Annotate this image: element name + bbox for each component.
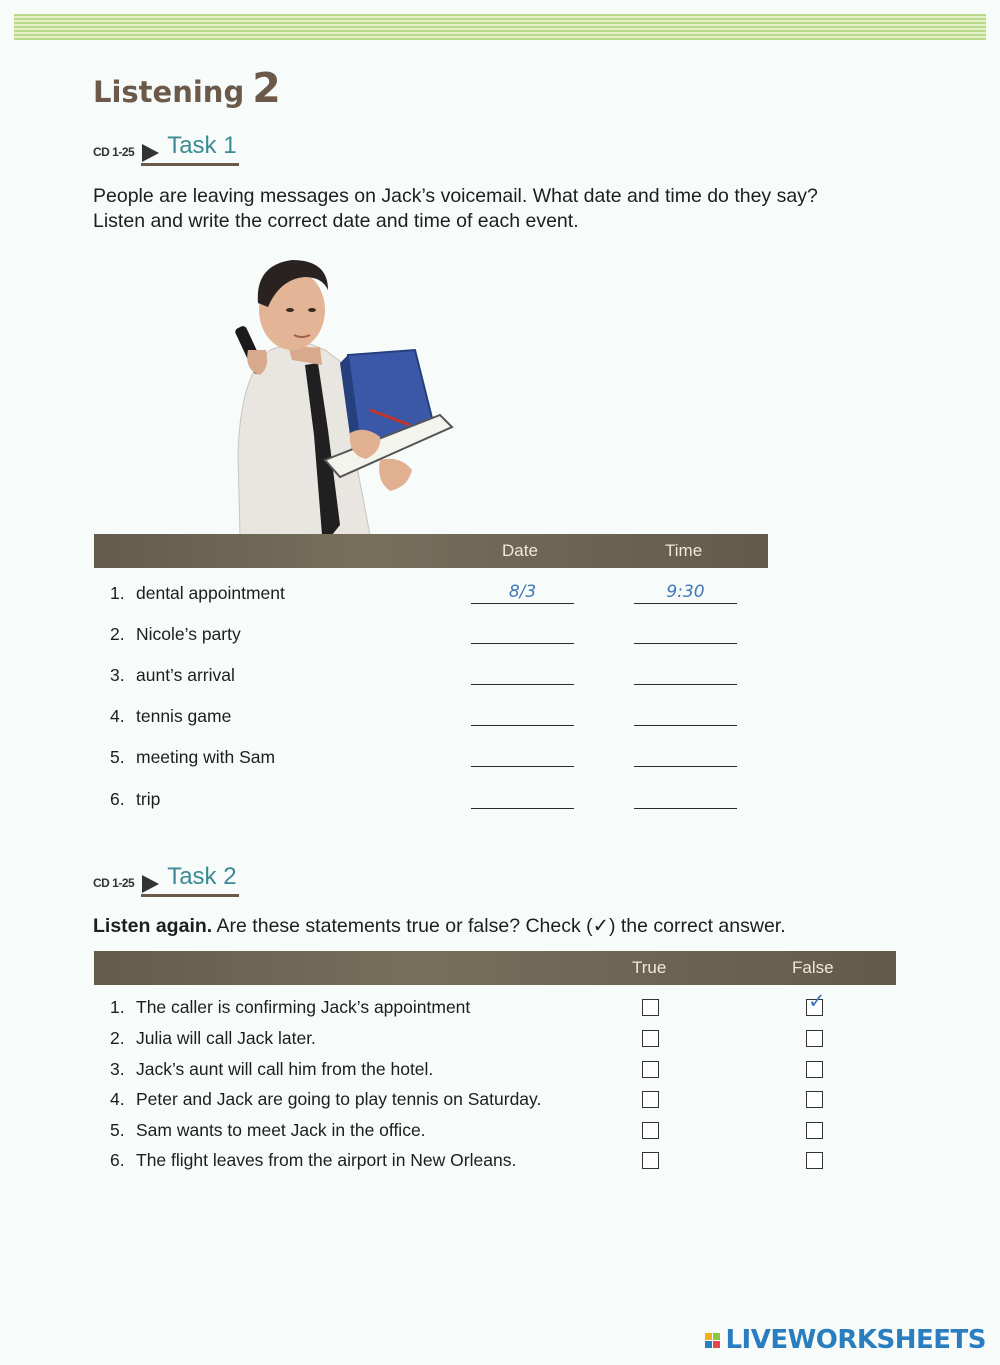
task1-label: Task 1 bbox=[167, 132, 236, 166]
task1-date-input[interactable] bbox=[471, 662, 574, 685]
false-checkbox[interactable] bbox=[806, 990, 826, 1016]
task1-time-input[interactable]: 9:30 bbox=[634, 581, 737, 604]
task1-row: 3. aunt’s arrival bbox=[110, 665, 235, 685]
task1-instruction-line1: People are leaving messages on Jack’s voicemail. What date and time do they say? bbox=[93, 185, 818, 207]
top-decorative-band bbox=[14, 14, 986, 40]
task1-row: 6. trip bbox=[110, 789, 161, 809]
task2-instruction-rest: Are these statements true or false? Check (✓) the correct answer. bbox=[212, 915, 786, 937]
task1-col-time: Time bbox=[665, 541, 703, 560]
task2-row: 4. Peter and Jack are going to play tennis on Saturday. bbox=[110, 1089, 542, 1109]
task2-table-header bbox=[94, 951, 896, 985]
checkmark-icon: ✓ bbox=[808, 990, 826, 1013]
task1-date-input[interactable] bbox=[471, 621, 574, 644]
task2-row: 6. The flight leaves from the airport in New Orleans. bbox=[110, 1150, 517, 1170]
task1-time-input[interactable] bbox=[634, 786, 737, 809]
task2-col-true: True bbox=[632, 958, 667, 977]
play-triangle-icon bbox=[142, 875, 159, 893]
false-checkbox[interactable] bbox=[806, 1061, 823, 1078]
false-checkbox[interactable] bbox=[806, 1091, 823, 1108]
true-checkbox[interactable] bbox=[642, 1152, 659, 1169]
true-checkbox[interactable] bbox=[642, 1030, 659, 1047]
liveworksheets-brand[interactable] bbox=[705, 1325, 986, 1355]
task2-label: Task 2 bbox=[167, 863, 236, 897]
brand-text: LIVEWORKSHEETS bbox=[725, 1325, 986, 1355]
task1-row: 2. Nicole’s party bbox=[110, 624, 241, 644]
task1-date-input[interactable] bbox=[471, 744, 574, 767]
task1-instruction-line2: Listen and write the correct date and time of each event. bbox=[93, 210, 579, 232]
title-word: Listening bbox=[93, 75, 245, 109]
task1-date-input[interactable]: 8/3 bbox=[471, 581, 574, 604]
true-checkbox[interactable] bbox=[642, 1091, 659, 1108]
man-on-phone-illustration bbox=[230, 255, 460, 535]
task1-row: 4. tennis game bbox=[110, 706, 232, 726]
false-checkbox[interactable] bbox=[806, 1152, 823, 1169]
task2-col-false: False bbox=[792, 958, 834, 977]
task1-instructions bbox=[93, 184, 818, 234]
task2-instructions bbox=[93, 914, 786, 939]
task1-col-date: Date bbox=[502, 541, 538, 560]
false-checkbox[interactable] bbox=[806, 1030, 823, 1047]
task1-time-input[interactable] bbox=[634, 744, 737, 767]
liveworksheets-logo-icon bbox=[705, 1333, 720, 1348]
task1-cd-label: CD 1-25 bbox=[93, 145, 135, 159]
task2-heading bbox=[93, 861, 237, 897]
task2-row: 1. The caller is confirming Jack’s appointment bbox=[110, 997, 471, 1017]
true-checkbox[interactable] bbox=[642, 1061, 659, 1078]
task2-row: 3. Jack’s aunt will call him from the hotel. bbox=[110, 1059, 434, 1079]
task1-date-input[interactable] bbox=[471, 703, 574, 726]
task2-cd-label: CD 1-25 bbox=[93, 876, 135, 890]
task1-table-header bbox=[94, 534, 768, 568]
task2-row: 2. Julia will call Jack later. bbox=[110, 1028, 316, 1048]
page-title bbox=[93, 64, 281, 112]
task1-time-input[interactable] bbox=[634, 662, 737, 685]
task1-row: 1. dental appointment bbox=[110, 583, 285, 603]
task1-time-input[interactable] bbox=[634, 621, 737, 644]
title-number: 2 bbox=[252, 64, 281, 112]
true-checkbox[interactable] bbox=[642, 1122, 659, 1139]
task1-heading bbox=[93, 130, 237, 166]
task1-row: 5. meeting with Sam bbox=[110, 747, 276, 767]
task1-time-input[interactable] bbox=[634, 703, 737, 726]
false-checkbox[interactable] bbox=[806, 1122, 823, 1139]
task2-row: 5. Sam wants to meet Jack in the office. bbox=[110, 1120, 426, 1140]
play-triangle-icon bbox=[142, 144, 159, 162]
task2-instruction-bold: Listen again. bbox=[93, 915, 213, 937]
true-checkbox[interactable] bbox=[642, 999, 659, 1016]
task1-date-input[interactable] bbox=[471, 786, 574, 809]
